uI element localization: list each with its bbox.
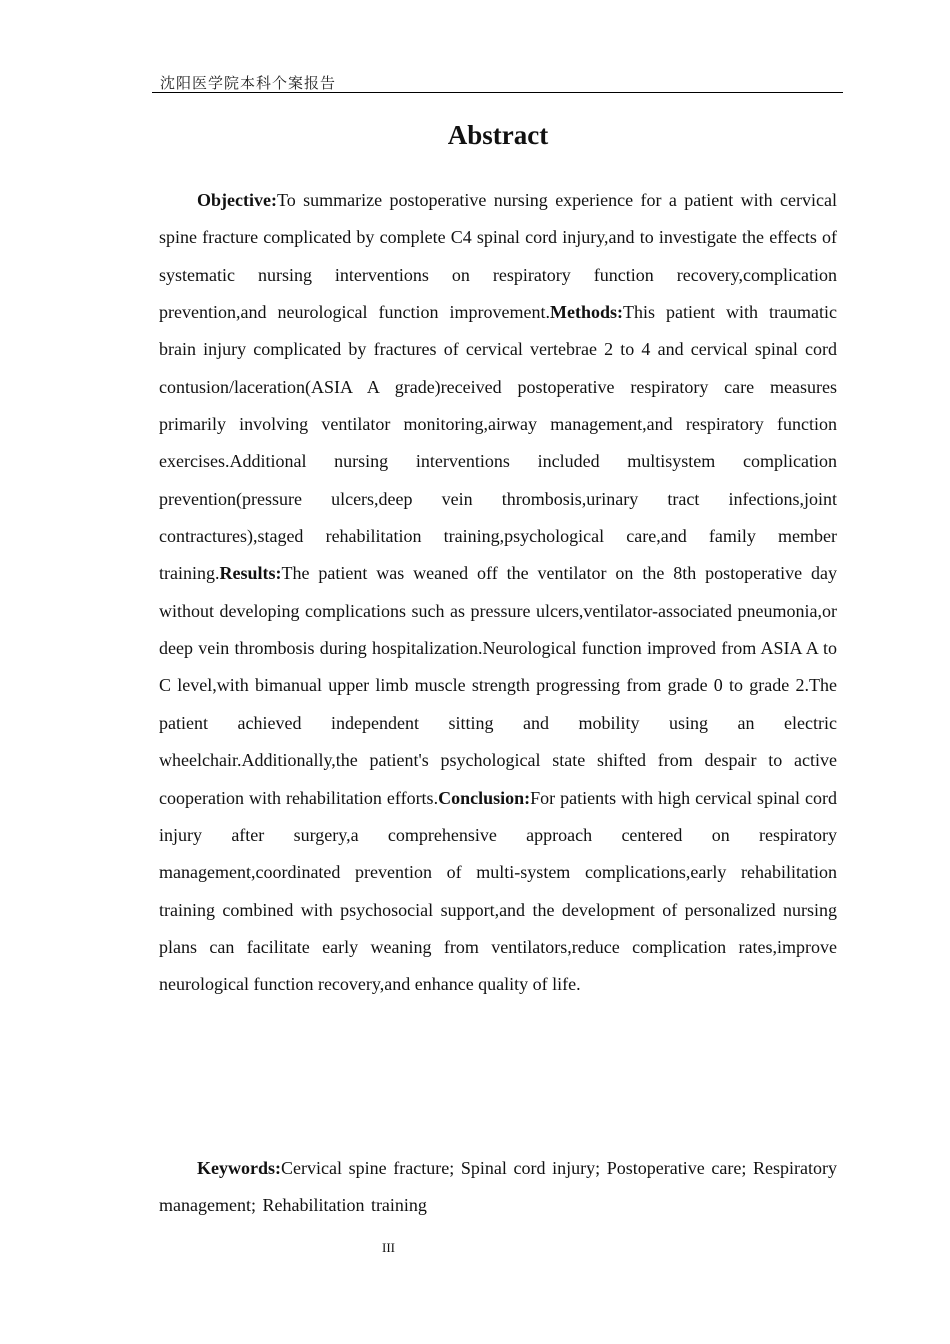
keywords-label: Keywords: [197,1158,281,1178]
running-header-title: 沈阳医学院本科个案报告 [160,74,337,92]
conclusion-text: For patients with high cervical spinal cord injury after surgery,a comprehensive approach centered on respiratory management,coordinated prevention of multi-system complications,early rehabilitation training combined with psychosocial support,and the development of personalized nursing plans can facilitate early weaning from ventilators,reduce complication rates,improve neurological function recovery,and enhance quality of life. [159,787,837,995]
abstract-title: Abstract [447,120,549,150]
results-label: Results: [219,563,282,584]
page-number: III [382,1240,395,1255]
methods-label: Methods: [549,302,623,323]
objective-label: Objective: [197,190,277,210]
methods-text: This patient with traumatic brain injury complicated by fractures of cervical vertebrae 2 to 4 and cervical spinal cord contusion/laceration(ASIA A grade)received postoperative respiratory care measures primarily involving ventilator monitoring,airway management,and respiratory function exercises.Additional nursing interventions included multisystem complication prevention(pressure ulcers,deep vein thrombosis,urinary tract infections,joint contractures),staged rehabilitation training,psychological care,and family member training. [159,302,837,584]
keywords-text: Cervical spine fracture; Spinal cord injury; Postoperative care; Respiratory management; Rehabilitation training [159,1158,837,1216]
results-text: The patient was weaned off the ventilator on the 8th postoperative day without developing complications such as pressure ulcers,ventilator-associated pneumonia,or deep vein thrombosis during hospitalization.Neurological function improved from ASIA A to C level,with bimanual upper limb muscle strength progressing from grade 0 to grade 2.The patient achieved independent sitting and mobility using an electric wheelchair.Additionally,the patient's psychological state shifted from despair to active cooperation with rehabilitation efforts. [159,563,837,808]
abstract-paragraph [159,182,837,1004]
running-header [152,70,843,93]
keywords-paragraph [159,1150,837,1225]
objective-text: To summarize postoperative nursing experience for a patient with cervical spine fracture complicated by complete C4 spinal cord injury,and to investigate the effects of systematic nursing interventions on respiratory function recovery,complication prevention,and neurological function improvement. [159,190,837,323]
conclusion-label: Conclusion: [438,787,531,808]
